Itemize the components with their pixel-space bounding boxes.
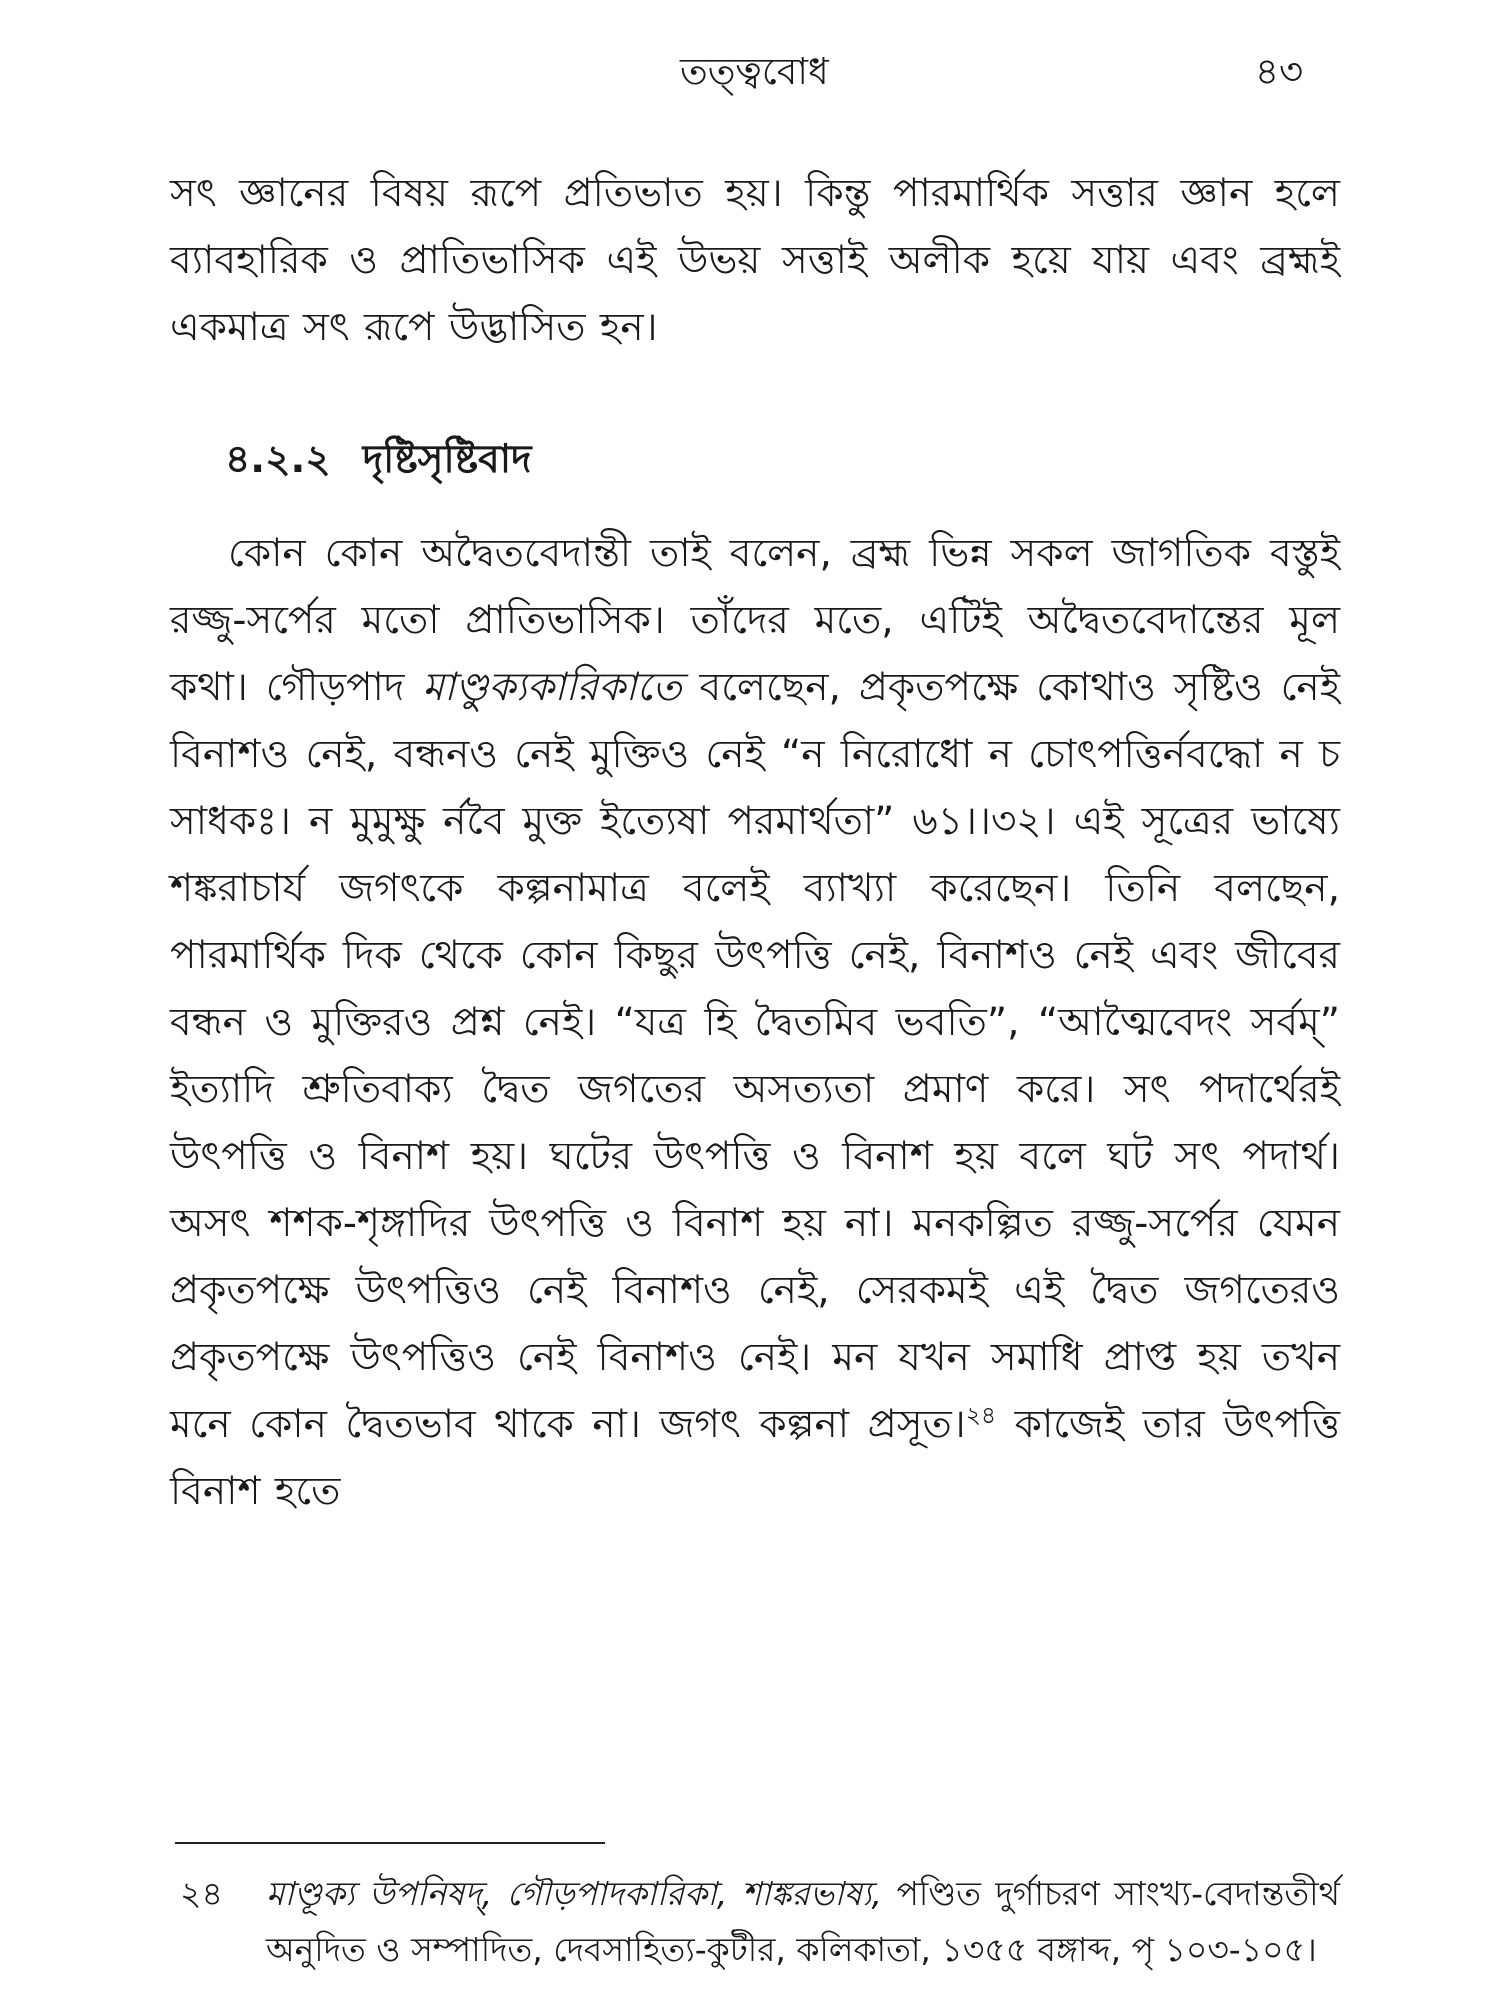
footnote	[170, 1866, 1340, 1978]
paragraph-text-2: বলেছেন, প্রকৃতপক্ষে কোথাও সৃষ্টিও নেই বিনাশও নেই, বন্ধনও নেই মুক্তিও নেই “ন নিরোধো ন চোৎপত্তির্নবদ্ধো ন চ সাধকঃ। ন মুমুক্ষু র্নবৈ মুক্ত ইত্যেষা পরমার্থতা” ৬১।।৩২। এই সূত্রের ভাষ্যে শঙ্করাচার্য জগৎকে কল্পনামাত্র বলেই ব্যাখ্যা করেছেন। তিনি বলছেন, পারমার্থিক দিক থেকে কোন কিছুর উৎপত্তি নেই, বিনাশও নেই এবং জীবের বন্ধন ও মুক্তিরও প্রশ্ন নেই। “যত্র হি দ্বৈতমিব ভবতি”, “আত্মৈবেদং সর্বম্” ইত্যাদি শ্রুতিবাক্য দ্বৈত জগতের অসত্যতা প্রমাণ করে। সৎ পদার্থেরই উৎপত্তি ও বিনাশ হয়। ঘটের উৎপত্তি ও বিনাশ হয় বলে ঘট সৎ পদার্থ। অসৎ শশক-শৃঙ্গাদির উৎপত্তি ও বিনাশ হয় না। মনকল্পিত রজ্জু-সর্পের যেমন প্রকৃতপক্ষে উৎপত্তিও নেই বিনাশও নেই, সেরকমই এই দ্বৈত জগতেরও প্রকৃতপক্ষে উৎপত্তিও নেই বিনাশও নেই। মন যখন সমাধি প্রাপ্ত হয় তখন মনে কোন দ্বৈতভাব থাকে না। জগৎ কল্পনা প্রসূত।	[170, 665, 1340, 1447]
section-number: ৪.২.২	[225, 437, 331, 482]
footnote-citation: পণ্ডিত দুর্গাচরণ সাংখ্য-বেদান্ততীর্থ অনুদিত ও সম্পাদিত, দেবসাহিত্য-কুটীর, কলিকাতা, ১৩৫৫ বঙ্গাব্দ, পৃ ১০৩-১০৫।	[266, 1874, 1340, 1969]
footnote-body	[266, 1866, 1340, 1978]
paragraph-text-3: কাজেই তার উৎপত্তি বিনাশ হতে	[170, 1402, 1341, 1514]
footnote-reference[interactable]: ২৪	[965, 1401, 997, 1429]
section-heading	[225, 430, 1325, 490]
paragraph-main	[170, 520, 1340, 1525]
footnote-number: ২৪	[180, 1874, 223, 1913]
running-title: তত্ত্ববোধ	[680, 50, 829, 93]
page-number: ৪৩	[1255, 50, 1304, 93]
work-title-italic: মাণ্ডুক্যকারিকাতে	[422, 665, 682, 710]
footnote-titles-italic: মাণ্ডূক্য উপনিষদ্, গৌড়পাদকারিকা, শাঙ্করভাষ্য,	[266, 1874, 883, 1913]
paragraph-continued: সৎ জ্ঞানের বিষয় রূপে প্রতিভাত হয়। কিন্তু পারমার্থিক সত্তার জ্ঞান হলে ব্যাবহারিক ও প্রাতিভাসিক এই উভয় সত্তাই অলীক হয়ে যায় এবং ব্রহ্মই একমাত্র সৎ রূপে উদ্ভাসিত হন।	[170, 171, 1340, 350]
paragraph-text-1: কোন কোন অদ্বৈতবেদান্তী তাই বলেন, ব্রহ্ম ভিন্ন সকল জাগতিক বস্তুই রজ্জু-সর্পের মতো প্রাতিভাসিক। তাঁদের মতে, এটিই অদ্বৈতবেদান্তের মূল কথা। গৌড়পাদ	[170, 531, 1340, 710]
section-title: দৃষ্টিসৃষ্টিবাদ	[362, 437, 532, 482]
footnote-divider	[175, 1842, 605, 1844]
